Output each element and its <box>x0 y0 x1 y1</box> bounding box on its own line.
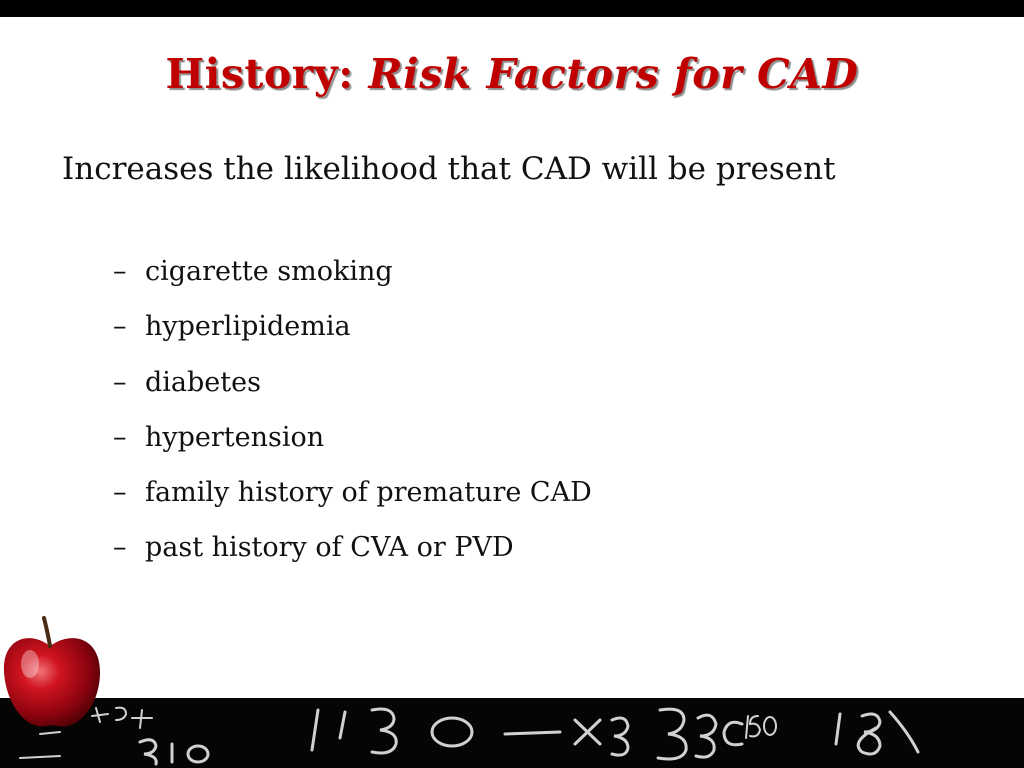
slide-title <box>0 50 1024 98</box>
dash-bullet: – <box>113 311 127 343</box>
list-item <box>113 252 592 307</box>
dash-bullet: – <box>113 477 127 509</box>
title-main: History: <box>165 50 369 98</box>
bullet-text: past history of CVA or PVD <box>145 532 514 564</box>
list-item <box>113 418 592 473</box>
dash-bullet: – <box>113 256 127 287</box>
bullet-text: diabetes <box>145 366 261 398</box>
list-item <box>113 363 592 418</box>
intro-text: Increases the likelihood that CAD will be present <box>62 151 836 187</box>
list-item <box>113 473 592 528</box>
list-item <box>113 307 592 362</box>
dash-bullet: – <box>113 421 127 453</box>
bullet-text: hypertension <box>145 421 325 453</box>
dash-bullet: – <box>113 366 127 398</box>
list-item <box>113 528 592 583</box>
title-accent: Risk Factors for CAD <box>368 50 859 98</box>
bullet-text: family history of premature CAD <box>145 477 592 509</box>
top-black-bar <box>0 0 1024 17</box>
dash-bullet: – <box>113 532 127 564</box>
bullet-text: cigarette smoking <box>145 256 393 287</box>
bullet-text: hyperlipidemia <box>145 311 351 343</box>
chalkboard-math-decoration <box>0 698 1024 768</box>
chalkboard-strip <box>0 698 1024 768</box>
risk-factor-list <box>113 252 592 584</box>
apple-icon <box>0 612 104 732</box>
